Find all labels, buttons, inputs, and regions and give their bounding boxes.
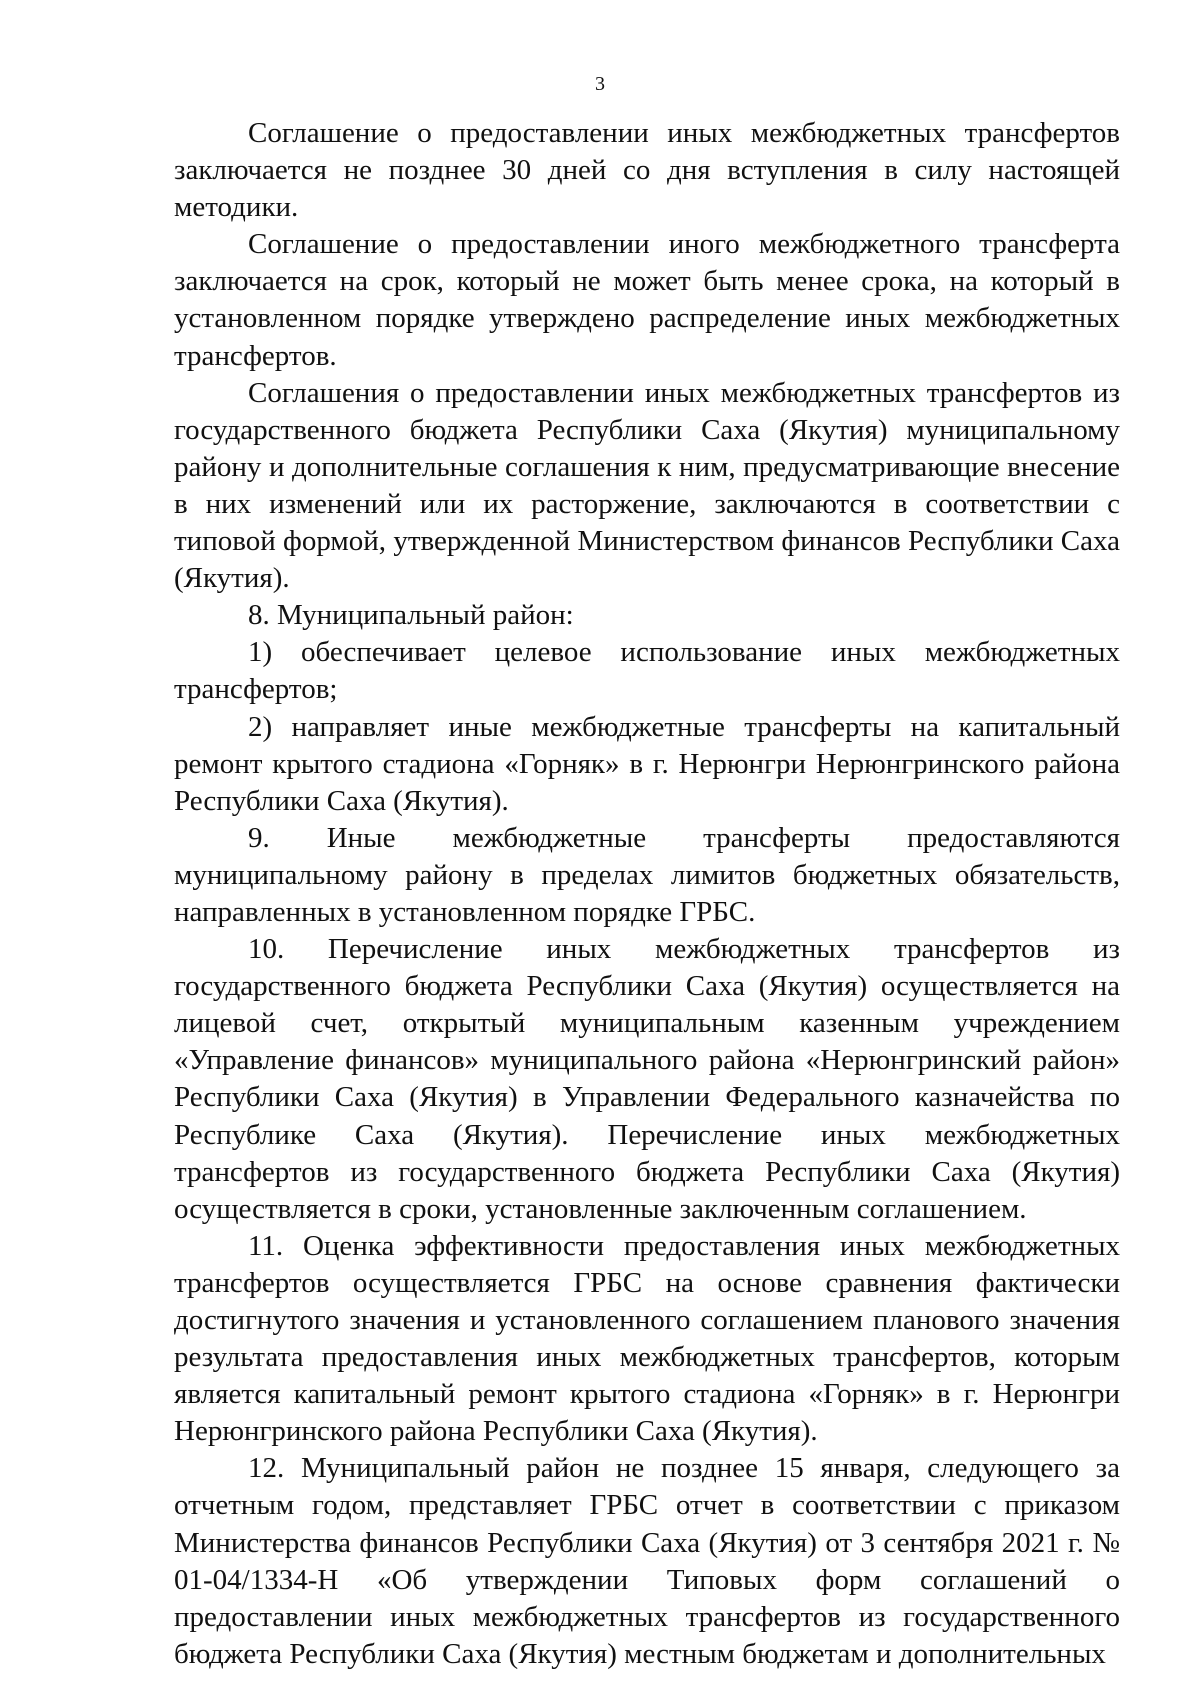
paragraph-agreement-form: Соглашения о предоставлении иных межбюджетных трансфертов из государственного бюджета Республики Саха (Якутия) муниципальному району и дополнительные соглашения к ним, предусматривающие внесение в них изменений или их расторжение, заключаются в соответствии с типовой формой, утвержденной Министерством финансов Республики Саха (Якутия). bbox=[174, 376, 1120, 595]
paragraph-item-9: 9. Иные межбюджетные трансферты предоставляются муниципальному району в пределах лимитов бюджетных обязательств, направленных в установленном порядке ГРБС. bbox=[174, 821, 1120, 928]
paragraph-item-8: 8. Муниципальный район: bbox=[248, 599, 574, 632]
paragraph-item-8-1: 1) обеспечивает целевое использование иных межбюджетных трансфертов; bbox=[174, 636, 1120, 706]
paragraph-item-12: 12. Муниципальный район не позднее 15 января, следующего за отчетным годом, представляет ГРБС отчет в соответствии с приказом Министерства финансов Республики Саха (Якутия) от 3 сентября 2021 г. № 01-04/1334-Н «Об утверждении Типовых форм соглашений о предоставлении иных межбюджетных трансфертов из государственного бюджета Республики Саха (Якутия) местным бюджетам и дополнительных bbox=[174, 1452, 1120, 1670]
paragraph-agreement-deadline: Соглашение о предоставлении иных межбюджетных трансфертов заключается не позднее 30 дней со дня вступления в силу настоящей методики. bbox=[174, 117, 1120, 224]
document-body bbox=[174, 115, 1120, 1673]
paragraph-item-8-2: 2) направляет иные межбюджетные трансферты на капитальный ремонт крытого стадиона «Горняк» в г. Нерюнгри Нерюнгринского района Республики Саха (Якутия). bbox=[174, 710, 1120, 817]
page-number: 3 bbox=[595, 73, 605, 95]
paragraph-item-10: 10. Перечисление иных межбюджетных трансфертов из государственного бюджета Республики Саха (Якутия) осуществляется на лицевой счет, открытый муниципальным казенным учреждением «Управление финансов» муниципального района «Нерюнгринский район» Республики Саха (Якутия) в Управлении Федерального казначейства по Республике Саха (Якутия). Перечисление иных межбюджетных трансфертов из государственного бюджета Республики Саха (Якутия) осуществляется в сроки, установленные заключенным соглашением. bbox=[174, 933, 1120, 1225]
paragraph-agreement-term: Соглашение о предоставлении иного межбюджетного трансферта заключается на срок, который не может быть менее срока, на который в установленном порядке утверждено распределение иных межбюджетных трансфертов. bbox=[174, 228, 1120, 372]
paragraph-item-11: 11. Оценка эффективности предоставления иных межбюджетных трансфертов осуществляется ГРБС на основе сравнения фактически достигнутого значения и установленного соглашением планового значения результата предоставления иных межбюджетных трансфертов, которым является капитальный ремонт крытого стадиона «Горняк» в г. Нерюнгри Нерюнгринского района Республики Саха (Якутия). bbox=[174, 1229, 1120, 1448]
